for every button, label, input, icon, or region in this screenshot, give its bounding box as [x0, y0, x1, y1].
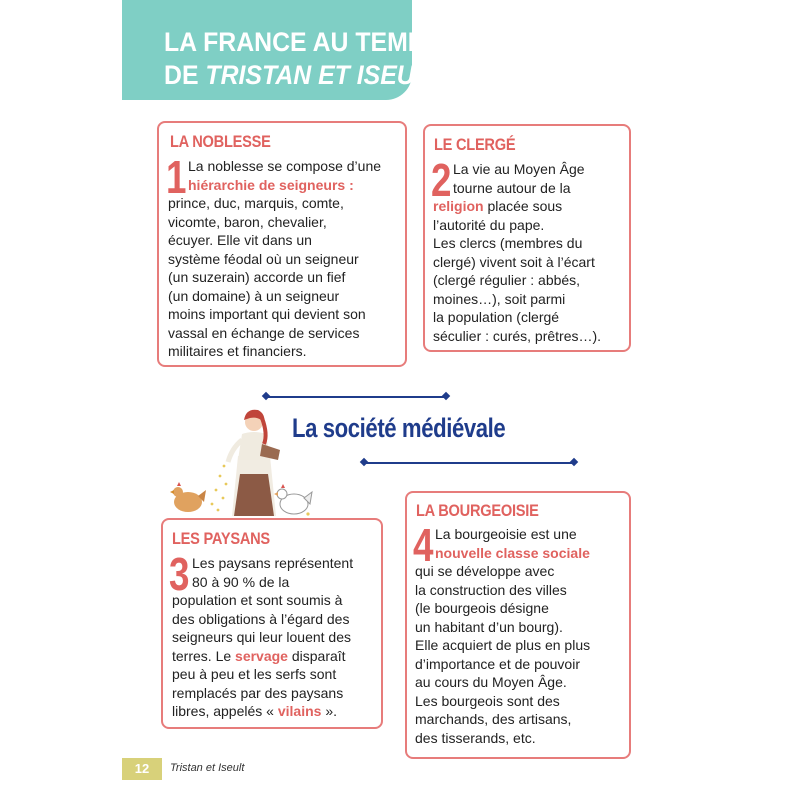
title-line-1: LA FRANCE AU TEMPS: [164, 27, 441, 57]
box-noblesse-text: [168, 157, 381, 361]
decorative-rule-bottom: [364, 462, 574, 464]
text-line: (un suzerain) accorde un fief: [168, 269, 346, 285]
text-line: clergé) vivent soit à l’écart: [433, 253, 595, 270]
box-clerge-number: 2: [431, 154, 452, 206]
text-line: seigneurs qui leur louent des: [172, 629, 352, 645]
highlight-religion: religion: [433, 198, 484, 214]
text-segment: disparaît: [287, 647, 346, 664]
page-number: 12: [122, 758, 162, 780]
box-paysans-title: LES PAYSANS: [172, 529, 270, 548]
text-line: (le bourgeois désigne: [415, 600, 549, 616]
footer-book-title: Tristan et Iseult: [170, 762, 245, 774]
text-line: prince, duc, marquis, comte,: [168, 195, 344, 211]
text-segment: placée sous: [483, 198, 563, 214]
text-line: système féodal où un seigneur: [168, 250, 359, 267]
text-line: Elle acquiert de plus en plus: [415, 637, 591, 653]
text-line: un habitant d’un bourg).: [415, 618, 563, 635]
highlight-hierarchie: hiérarchie de seigneurs :: [188, 176, 354, 193]
section-heading: La société médiévale: [292, 413, 506, 443]
box-noblesse-number: 1: [166, 151, 187, 203]
text-line: remplacés par des paysans: [172, 684, 344, 701]
text-line: moines…), soit parmi: [433, 290, 566, 307]
text-line: l’autorité du pape.: [433, 216, 545, 233]
box-clerge: [423, 124, 631, 352]
text-line-servage: [172, 647, 353, 666]
text-segment: terres. Le: [172, 647, 236, 664]
text-line: qui se développe avec: [415, 563, 555, 579]
title-banner: [122, 0, 444, 100]
decorative-rule-top: [266, 396, 446, 398]
text-line: marchands, des artisans,: [415, 711, 572, 727]
highlight-vilains: vilains: [277, 703, 322, 719]
highlight-servage: servage: [235, 647, 288, 664]
title-line-2-italic: TRISTAN ET ISEULT: [205, 60, 444, 90]
box-paysans-text: [172, 554, 353, 721]
text-line: (un domaine) à un seigneur: [168, 287, 340, 304]
text-line: Les paysans représentent: [192, 555, 354, 571]
box-bourgeoisie-text: [415, 525, 590, 747]
peasant-woman-illustration: [166, 404, 316, 524]
box-bourgeoisie: [405, 491, 631, 759]
box-paysans-number: 3: [169, 548, 190, 600]
text-line: population et sont soumis à: [172, 592, 343, 608]
text-segment: ».: [321, 703, 338, 719]
text-line: des obligations à l’égard des: [172, 610, 350, 627]
text-line: séculier : curés, prêtres…).: [433, 327, 602, 344]
text-line: peu à peu et les serfs sont: [172, 666, 337, 682]
text-line: au cours du Moyen Âge.: [415, 674, 567, 690]
text-line: des tisserands, etc.: [415, 729, 536, 746]
text-line: Les bourgeois sont des: [415, 692, 560, 709]
text-line: tourne autour de la: [453, 179, 571, 196]
box-bourgeoisie-number: 4: [413, 519, 434, 571]
text-line: La vie au Moyen Âge: [453, 161, 585, 177]
text-line: écuyer. Elle vit dans un: [168, 232, 312, 248]
text-line-vilains: [172, 702, 353, 721]
text-line: la construction des villes: [415, 581, 567, 598]
text-line: la population (clergé: [433, 309, 560, 325]
title-line-2: [164, 59, 444, 92]
text-line: vicomte, baron, chevalier,: [168, 213, 327, 230]
page-title: [164, 26, 444, 92]
box-clerge-text: [433, 160, 601, 345]
box-clerge-title: LE CLERGÉ: [434, 135, 516, 154]
text-line-religion: [433, 197, 601, 216]
text-line: militaires et financiers.: [168, 343, 307, 359]
text-line: La bourgeoisie est une: [435, 526, 577, 542]
text-line: d’importance et de pouvoir: [415, 655, 580, 672]
box-noblesse: [157, 121, 407, 367]
text-line: Les clercs (membres du: [433, 235, 583, 251]
title-line-2-prefix: DE: [164, 60, 206, 90]
text-line: (clergé régulier : abbés,: [433, 272, 581, 288]
box-noblesse-title: LA NOBLESSE: [170, 132, 271, 151]
box-paysans: [161, 518, 383, 729]
text-line: vassal en échange de services: [168, 324, 360, 341]
box-bourgeoisie-title: LA BOURGEOISIE: [416, 501, 539, 520]
highlight-nouvelle-classe: nouvelle classe sociale: [435, 544, 590, 561]
text-line: moins important qui devient son: [168, 306, 366, 322]
text-line: La noblesse se compose d’une: [188, 158, 382, 174]
text-segment: libres, appelés «: [172, 703, 278, 719]
text-line: 80 à 90 % de la: [192, 573, 290, 590]
